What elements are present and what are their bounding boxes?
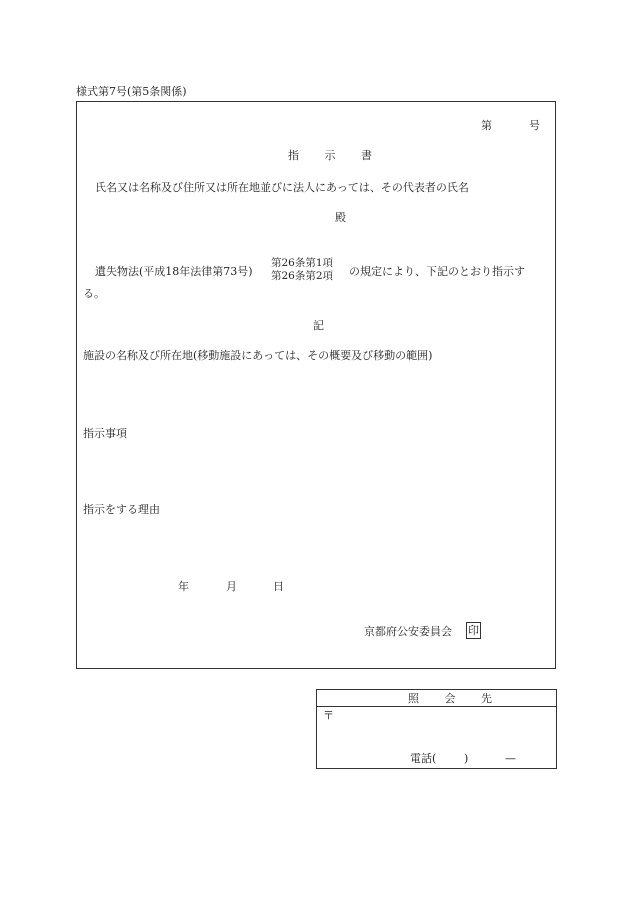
phone-dash: — xyxy=(505,752,516,765)
document-number-dai: 第 xyxy=(481,119,492,132)
addressee-name: 氏名又は名称及び住所又は所在地並びに法人にあっては、その代表者の氏名 xyxy=(95,181,469,194)
date-year: 年 xyxy=(178,580,189,593)
phone-label: 電話( xyxy=(410,752,437,765)
phone-close-paren: ) xyxy=(464,752,469,765)
contact-box xyxy=(316,689,557,769)
seal-mark xyxy=(466,622,481,639)
document-title: 指 示 書 xyxy=(288,149,383,162)
body-text-continuation: る。 xyxy=(83,287,105,300)
ki-heading: 記 xyxy=(313,319,324,332)
seal-icon: 印 xyxy=(468,624,479,637)
contact-header: 照 会 先 xyxy=(408,692,503,705)
article-choice-1: 第26条第1項 xyxy=(271,257,334,269)
facility-section-label: 施設の名称及び所在地(移動施設にあっては、その概要及び移動の範囲) xyxy=(83,349,433,362)
document-number-go: 号 xyxy=(529,119,540,132)
honorific-dono: 殿 xyxy=(335,211,346,224)
issuer-name: 京都府公安委員会 xyxy=(364,625,452,638)
instruction-reason-label: 指示をする理由 xyxy=(83,503,160,516)
postal-mark: 〒 xyxy=(323,709,334,722)
date-month: 月 xyxy=(226,580,237,593)
date-day: 日 xyxy=(273,580,284,593)
instruction-items-label: 指示事項 xyxy=(83,427,127,440)
body-text: の規定により、下記のとおり指示す xyxy=(349,265,525,278)
article-choices xyxy=(271,257,333,283)
contact-header-divider xyxy=(317,706,556,707)
instruction-form xyxy=(76,101,556,669)
article-choice-2: 第26条第2項 xyxy=(271,270,334,282)
law-reference: 遺失物法(平成18年法律第73号) xyxy=(95,265,253,278)
form-number-label: 様式第7号(第5条関係) xyxy=(76,85,187,98)
